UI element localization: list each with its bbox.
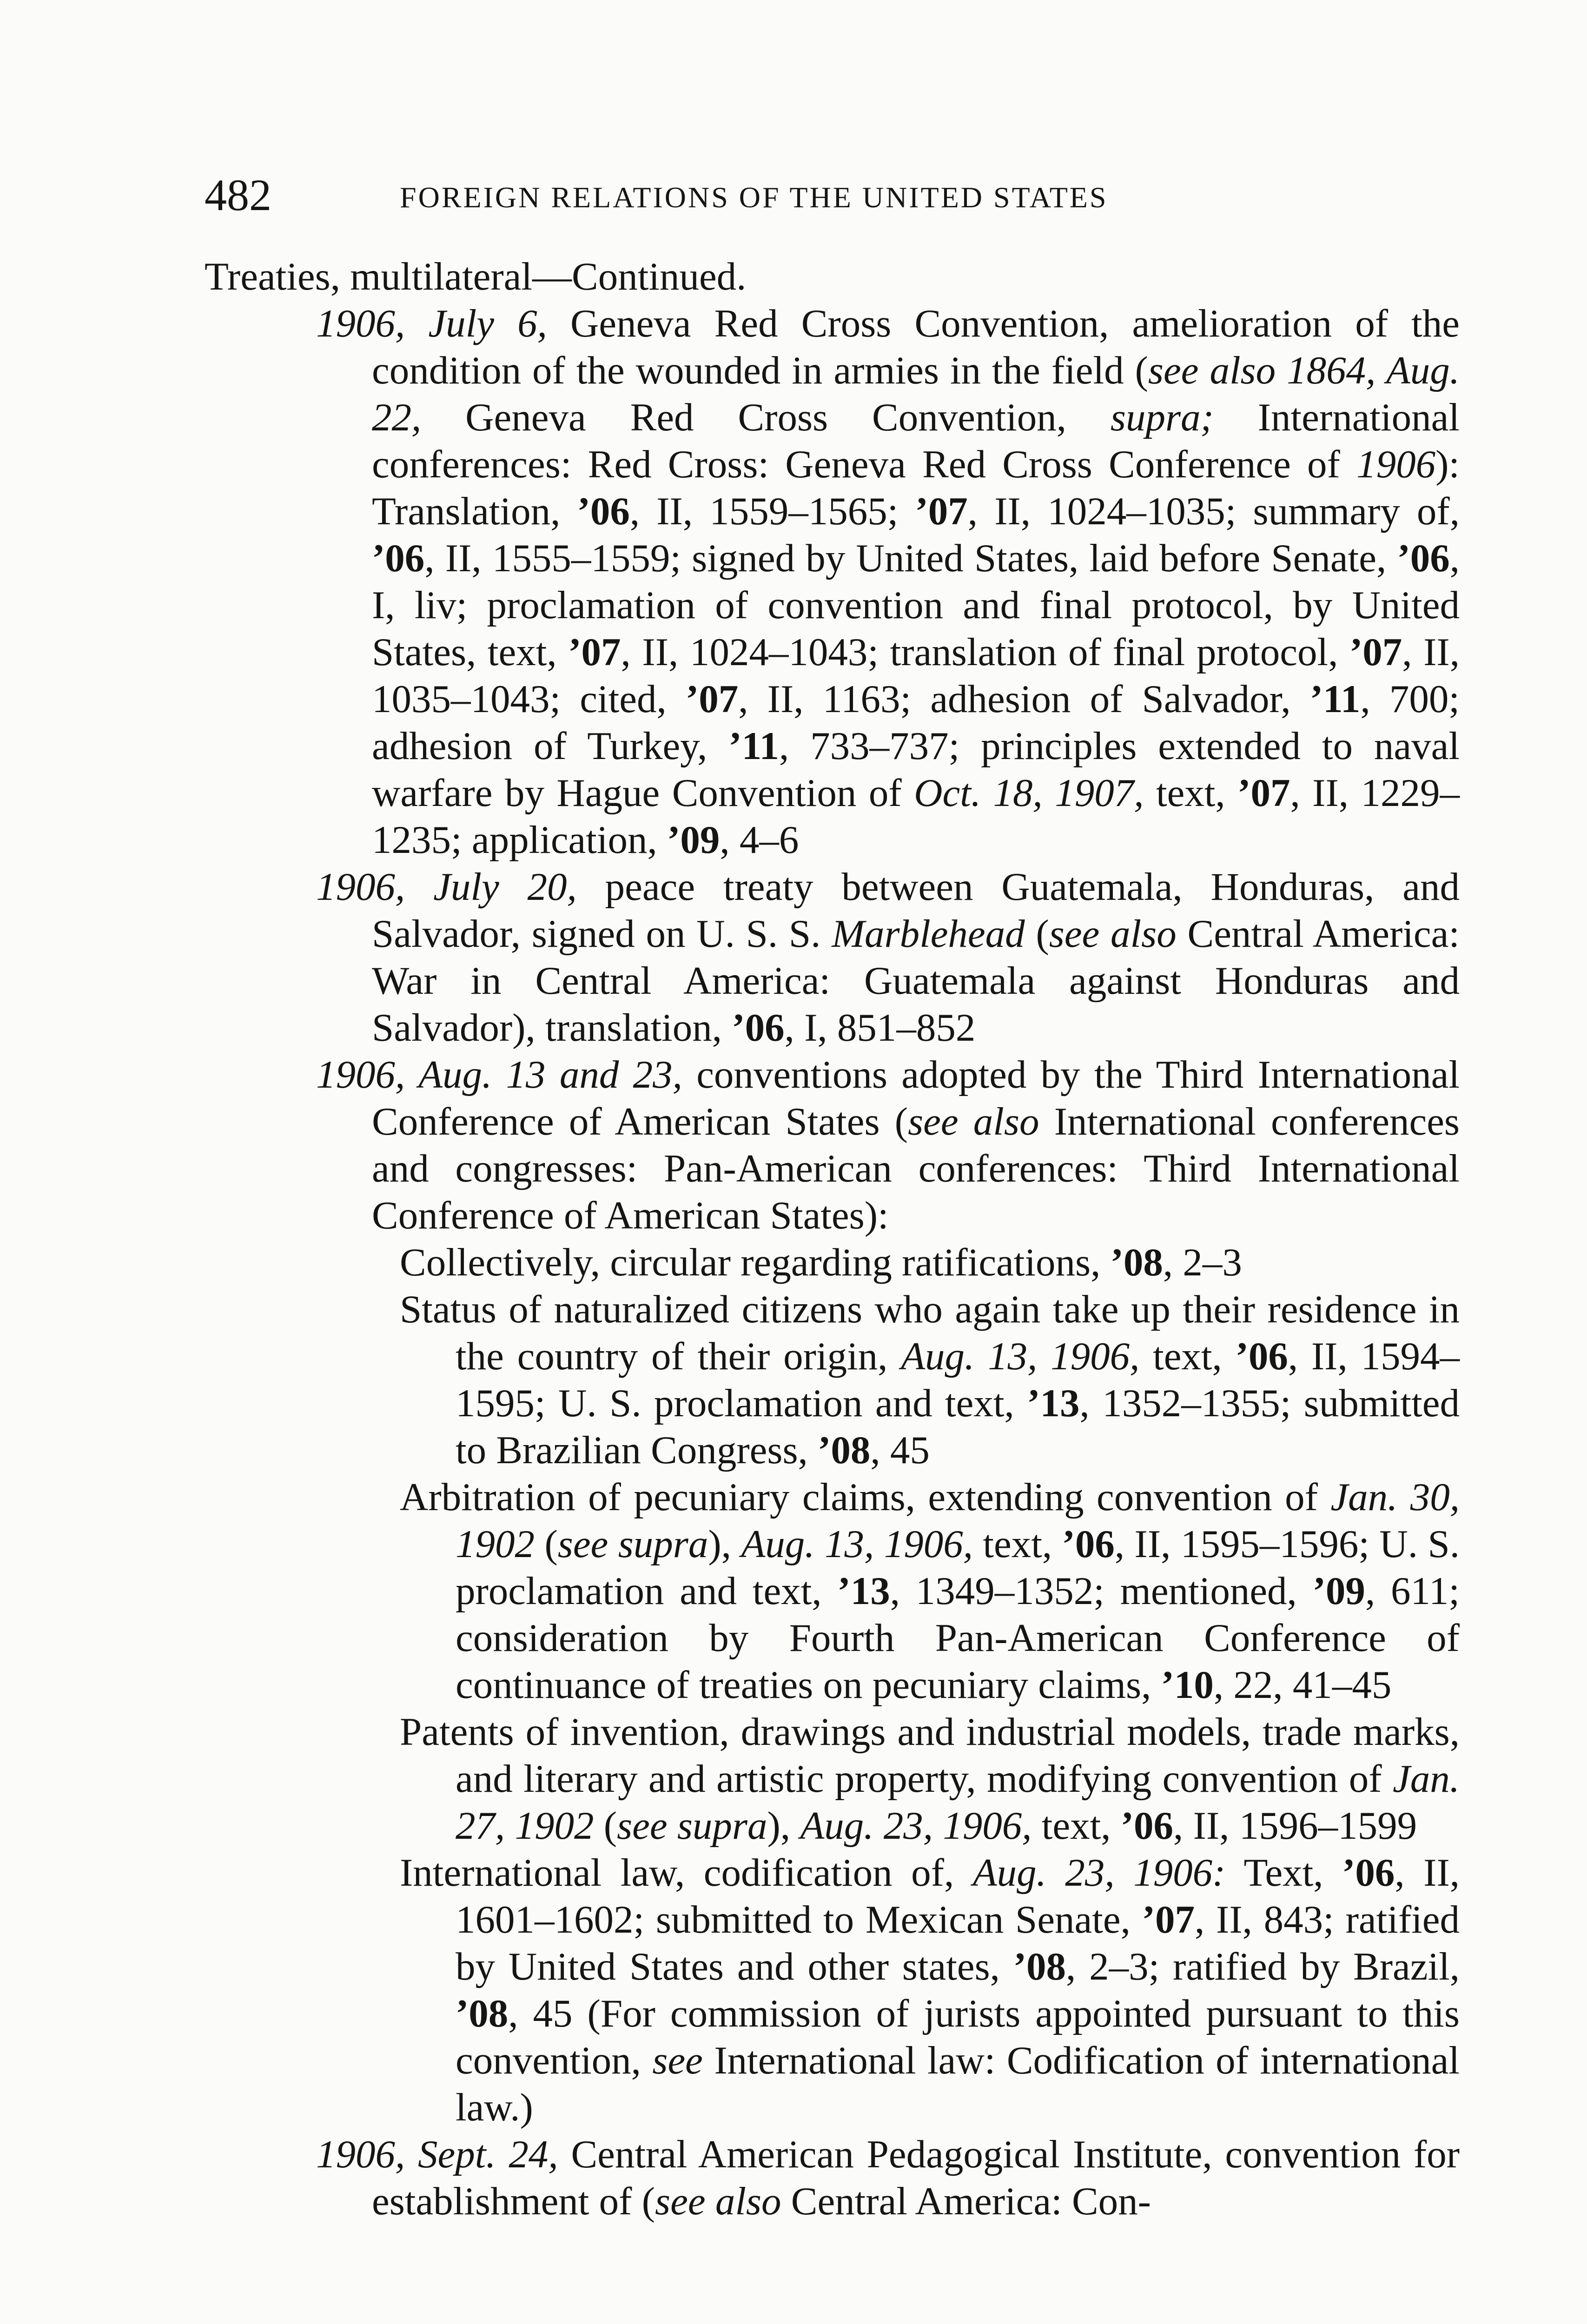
entry-text: 1906, Sept. 24, Central American Pedagogical Institute, convention for establishment of (see also Central America: Con- [316,2133,1460,2223]
entry-text: Patents of invention, drawings and industrial models, trade marks, and literary and artistic property, modifying convention of Jan. 27, 1902 (see supra), Aug. 23, 1906, text, ’06, II, 1596–1599 [400,1710,1460,1848]
entry-text: Status of naturalized citizens who again take up their residence in the country of their origin, Aug. 13, 1906, text, ’06, II, 1594–1595; U. S. proclamation and text, ’13, 1352–1355; submitted to Brazilian Congress, ’08, 45 [400,1287,1460,1472]
entry-text: 1906, July 6, Geneva Red Cross Convention, amelioration of the condition of the wounded in armies in the field (see also 1864, Aug. 22, Geneva Red Cross Convention, supra; International conferences: Red Cross: Geneva Red Cross Conference of 1906): Translation, ’06, II, 1559–1565; ’07, II, 1024–1035; summary of, ’06, II, 1555–1559; signed by United States, laid before Senate, ’06, I, liv; proclamation of convention and final protocol, by United States, text, ’07, II, 1024–1043; translation of final protocol, ’07, II, 1035–1043; cited, ’07, II, 1163; adhesion of Salvador, ’11, 700; adhesion of Turkey, ’11, 733–737; principles extended to naval warfare by Hague Convention of Oct. 18, 1907, text, ’07, II, 1229–1235; application, ’09, 4–6 [316,302,1460,862]
section-heading: Treaties, multilateral—Continued. [205,255,747,298]
index-entry-1906-july-6 [205,300,1460,864]
sub-entry-patents [205,1709,1460,1849]
index-entry-1906-sept-24 [205,2131,1460,2225]
sub-entry-naturalized-citizens [205,1286,1460,1474]
running-head: FOREIGN RELATIONS OF THE UNITED STATES [400,181,1108,214]
index-entry-1906-july-20 [205,864,1460,1051]
entry-text: 1906, July 20, peace treaty between Guatemala, Honduras, and Salvador, signed on U. S. S. Marblehead (see also Central America: War in Central America: Guatemala against Honduras and Salvador), translation, ’06, I, 851–852 [316,865,1460,1050]
sub-entry-collectively [205,1239,1460,1286]
page-header [205,167,1497,223]
entry-text: Collectively, circular regarding ratifications, ’08, 2–3 [400,1241,1242,1284]
entry-text: International law, codification of, Aug. 23, 1906: Text, ’06, II, 1601–1602; submitted to Mexican Senate, ’07, II, 843; ratified by United States and other states, ’08, 2–3; ratified by Brazil, ’08, 45 (For commission of jurists appointed pursuant to this convention, see International law: Codification of international law.) [400,1851,1460,2129]
index-content [205,253,1460,2225]
page-number: 482 [205,170,271,220]
sub-entry-international-law [205,1849,1460,2131]
sub-entry-pecuniary-claims [205,1474,1460,1709]
entry-text: 1906, Aug. 13 and 23, conventions adopted by the Third International Conference of American States (see also International conferences and congresses: Pan-American conferences: Third International Conference of American States): [316,1053,1460,1237]
entry-text: Arbitration of pecuniary claims, extending convention of Jan. 30, 1902 (see supra), Aug. 13, 1906, text, ’06, II, 1595–1596; U. S. proclamation and text, ’13, 1349–1352; mentioned, ’09, 611; consideration by Fourth Pan-American Conference of continuance of treaties on pecuniary claims, ’10, 22, 41–45 [400,1475,1460,1707]
index-entry-1906-aug-13-23 [205,1051,1460,1239]
